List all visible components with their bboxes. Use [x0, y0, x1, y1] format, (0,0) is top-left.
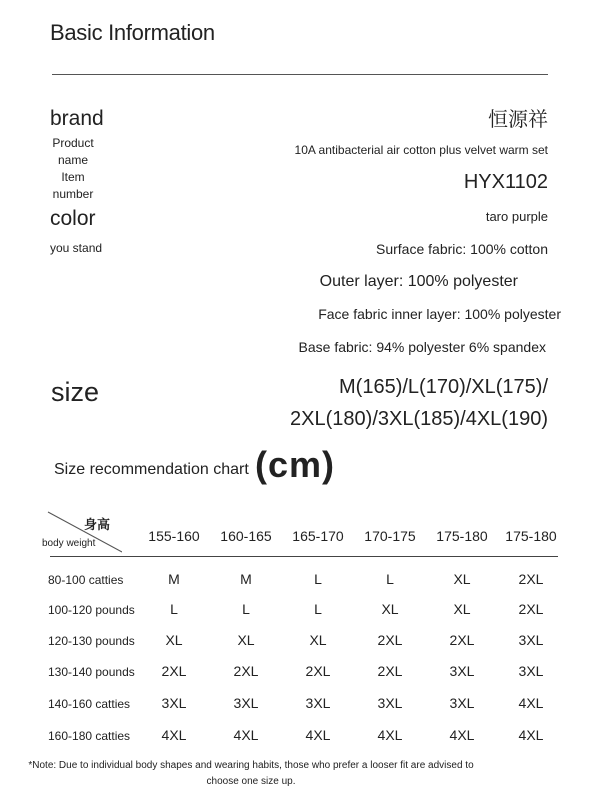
table-cell: 3XL — [305, 695, 331, 711]
table-cell: XL — [309, 632, 327, 648]
column-header: 160-165 — [220, 528, 272, 544]
row-header: 130-140 pounds — [48, 665, 135, 679]
table-cell: 3XL — [449, 695, 475, 711]
table-cell: 4XL — [377, 727, 403, 743]
table-cell: 2XL — [518, 601, 544, 617]
table-cell: M — [240, 571, 252, 587]
table-cell: 4XL — [233, 727, 259, 743]
size-list-line-1: M(165)/L(170)/XL(175)/ — [339, 376, 548, 398]
color-label: color — [50, 207, 96, 230]
size-chart-unit: (cm) — [255, 444, 336, 485]
fabric-outer: Outer layer: 100% polyester — [319, 273, 518, 290]
table-cell: 4XL — [449, 727, 475, 743]
table-cell: 3XL — [449, 663, 475, 679]
row-header: 80-100 catties — [48, 573, 124, 587]
title-divider — [52, 74, 548, 75]
row-header: 120-130 pounds — [48, 634, 135, 648]
table-cell: L — [242, 601, 250, 617]
table-cell: 4XL — [161, 727, 187, 743]
size-note: *Note: Due to individual body shapes and wearing habits, those who prefer a looser fit are advised to choose one size up. — [28, 760, 474, 787]
table-corner-cell — [42, 510, 122, 554]
product-name-label: Product name — [52, 136, 94, 167]
table-cell: 3XL — [518, 632, 544, 648]
table-cell: 3XL — [518, 663, 544, 679]
page-title: Basic Information — [50, 20, 215, 45]
size-chart-title: Size recommendation chart — [54, 461, 249, 478]
you-stand-label: you stand — [50, 241, 103, 255]
table-cell: 2XL — [377, 663, 403, 679]
item-number-label: Item number — [52, 170, 94, 201]
brand-label: brand — [50, 107, 104, 130]
row-header: 160-180 catties — [48, 729, 131, 743]
table-cell: 3XL — [233, 695, 259, 711]
fabric-base: Base fabric: 94% polyester 6% spandex — [298, 339, 546, 355]
table-cell: 3XL — [377, 695, 403, 711]
height-header: 身高 — [84, 517, 111, 532]
product-name-value: 10A antibacterial air cotton plus velvet warm set — [294, 143, 548, 157]
table-cell: 2XL — [449, 632, 475, 648]
table-cell: XL — [237, 632, 255, 648]
table-cell: 4XL — [305, 727, 331, 743]
fabric-face-inner: Face fabric inner layer: 100% polyester — [318, 306, 561, 322]
table-cell: L — [170, 601, 178, 617]
table-cell: 4XL — [518, 695, 544, 711]
column-header: 170-175 — [364, 528, 416, 544]
column-header: 175-180 — [505, 528, 557, 544]
table-cell: XL — [453, 601, 471, 617]
table-cell: 2XL — [518, 571, 544, 587]
weight-header: body weight — [42, 538, 96, 549]
size-list-line-2: 2XL(180)/3XL(185)/4XL(190) — [290, 408, 548, 430]
table-cell: 2XL — [305, 663, 331, 679]
column-header: 155-160 — [148, 528, 200, 544]
table-cell: M — [168, 571, 180, 587]
table-cell: L — [314, 571, 322, 587]
table-header-divider — [50, 556, 558, 557]
table-cell: L — [386, 571, 394, 587]
table-cell: 2XL — [377, 632, 403, 648]
table-cell: XL — [381, 601, 399, 617]
table-cell: 3XL — [161, 695, 187, 711]
table-cell: L — [314, 601, 322, 617]
column-header: 175-180 — [436, 528, 488, 544]
table-cell: XL — [453, 571, 471, 587]
column-header: 165-170 — [292, 528, 344, 544]
brand-value: 恒源祥 — [488, 109, 548, 131]
row-header: 100-120 pounds — [48, 603, 135, 617]
row-header: 140-160 catties — [48, 697, 131, 711]
table-cell: 2XL — [161, 663, 187, 679]
color-value: taro purple — [485, 209, 548, 224]
table-cell: 4XL — [518, 727, 544, 743]
table-cell: 2XL — [233, 663, 259, 679]
size-label: size — [51, 377, 100, 407]
item-number-value: HYX1102 — [463, 171, 548, 193]
fabric-surface: Surface fabric: 100% cotton — [376, 241, 548, 257]
table-cell: XL — [165, 632, 183, 648]
